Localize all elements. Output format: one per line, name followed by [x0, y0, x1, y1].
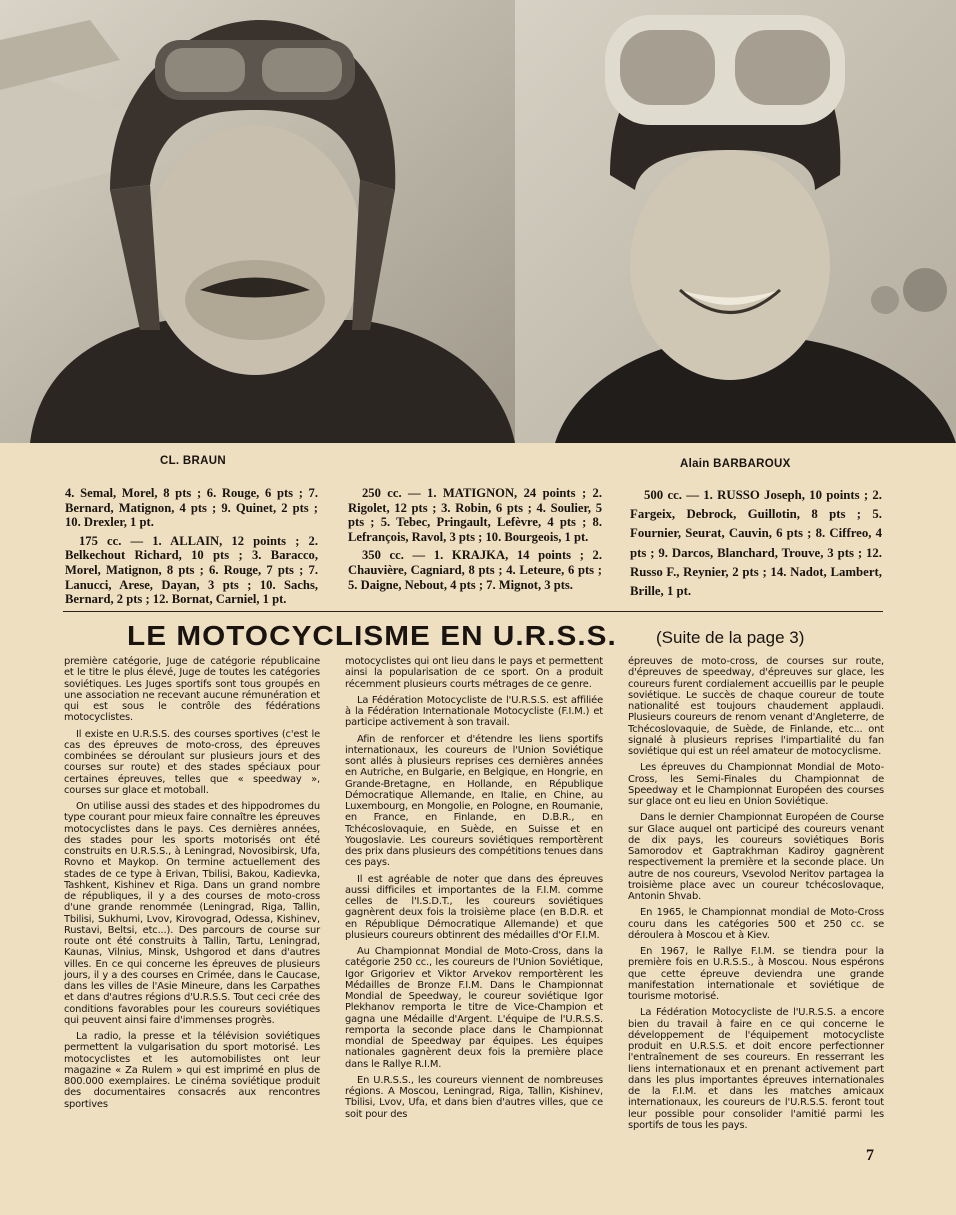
article-continued-note: (Suite de la page 3): [656, 628, 805, 647]
caption-braun: CL. BRAUN: [160, 455, 226, 467]
article-paragraph: épreuves de moto-cross, de courses sur route, d'épreuves de speedway, d'épreuves sur glace, les coureurs furent cordialement accueillis par le peuple soviétique. Le succès de chaque coureur de toute nationalité est toujours chaudement applaudi. Plusieurs coureurs de renom venant d'Angleterre, de Tchécoslovaquie, de Suède, de Finlande, etc... ont signalé à plusieurs reprises l'impartialité du fan soviétique qui est un réel amateur de motocyclisme.: [628, 656, 884, 757]
article-paragraph: Afin de renforcer et d'étendre les liens sportifs internationaux, les coureurs de l'Union Soviétique sont allés à plusieurs reprises ces dernières années en Autriche, en Bulgarie, en Belgique, en Hongrie, en Grande-Bretagne, en Hollande, en République Démocratique Allemande, en Italie, en Chine, au Luxembourg, en Mongolie, en Pologne, en Roumanie, en France, en Finlande, en D.B.R., en Tchécoslovaquie, en Suède, en Suisse et en Yougoslavie. Les coureurs soviétiques remportèrent des prix dans plusieurs des compétitions tenues dans ces pays.: [345, 733, 604, 869]
results-paragraph: 4. Semal, Morel, 8 pts ; 6. Rouge, 6 pts ; 7. Bernard, Matignon, 4 pts ; 9. Quinet, 2 pts ; 10. Drexler, 1 pt.: [65, 486, 318, 530]
results-paragraph: 175 cc. — 1. ALLAIN, 12 points ; 2. Belkechout Richard, 10 pts ; 3. Baracco, Morel, Matignon, 8 pts ; 6. Rouge, 7 pts ; 7. Lanucci, Arese, Dayan, 3 pts ; 10. Sachs, Bernard, 2 pts ; 12. Bornat, Carniel, 1 pt.: [65, 533, 318, 607]
portrait-barbaroux-image: [515, 0, 956, 443]
section-divider: [63, 611, 883, 612]
results-column-1: [65, 486, 318, 611]
article-paragraph: Les épreuves du Championnat Mondial de Moto-Cross, les Semi-Finales du Championnat de Speedway et le Championnat Européen des courses sur glace ont eu lieu en Union Soviétique.: [628, 762, 884, 807]
article-paragraph: La radio, la presse et la télévision soviétiques permettent la vulgarisation du sport motorisé. Les motocyclistes et les automobilistes ont leur magazine « Za Rulem » qui est imprimé en plus de 800.000 exemplaires. Le cinéma soviétique produit des documentaires consacrés aux rencontres sportives: [64, 1031, 320, 1110]
photo-braun: [0, 0, 515, 443]
article-paragraph: En 1965, le Championnat mondial de Moto-Cross couru dans les catégories 500 et 250 cc. se déroulera à Moscou et à Kiev.: [628, 907, 884, 941]
results-column-3: [630, 486, 882, 605]
page-number: 7: [866, 1147, 874, 1164]
article-paragraph: Dans le dernier Championnat Européen de Course sur Glace auquel ont participé des coureurs venant de dix pays, les coureurs soviétiques Boris Samorodov et Gaptrakhman Kadiroy gagnèrent respectivement la première et la seconde place. Un autre de nos coureurs, Vsevolod Neritov partagea la troisième place avec un coureur tchécoslovaque, Antonin Shvab.: [628, 812, 884, 902]
article-paragraph: La Fédération Motocycliste de l'U.R.S.S. est affiliée à la Fédération Internationale Motocycliste (F.I.M.) et participe activement à son travail.: [345, 694, 603, 729]
portrait-braun-image: [0, 0, 515, 443]
caption-barbaroux: Alain BARBAROUX: [680, 458, 791, 470]
article-paragraph: Il existe en U.R.S.S. des courses sportives (c'est le cas des épreuves de moto-cross, des épreuves combinées se déroulant sur plusieurs jours et des courses sur route) et des stades spéciaux pour certaines épreuves, telles que « speedway », courses sur glace et motoball.: [64, 728, 320, 796]
article-column-2: [345, 656, 603, 1125]
article-paragraph: On utilise aussi des stades et des hippodromes du type courant pour mieux faire connaître les épreuves motocyclistes dans le pays. Ces dernières années, des stades pour les sports motorisés ont été construits en U.R.S.S., à Leningrad, Novosibirsk, Ufa, Rovno et Maykop. On termine actuellement des stades de ce type à Erivan, Tbilisi, Bakou, Kadievka, Tashkent, Kishinev et Riga. Dans un grand nombre de républiques, il y a des courses de moto-cross d'une grande renommée (Leningrad, Riga, Tallin, Tbilisi, Sukhumi, Lvov, Kirovograd, Odessa, Kishinev, Rustavi, Beltsi, etc...). Des parcours de course sur route ont été construits à Tallin, Tartu, Leningrad, Kaunas, Vilnius, Minsk, Ushgorod et dans d'autres villes. En ce qui concerne les épreuves de plusieurs jours, il y a des courses en Crimée, dans le Caucase, dans les villes de l'Asie Mineure, dans les Carpathes et dans d'autres régions d'U.R.S.S. Tout ceci crée des conditions favorables pour les coureurs soviétiques qui peuvent ainsi faire d'immenses progrès.: [64, 801, 320, 1026]
article-paragraph: Il est agréable de noter que dans des épreuves aussi difficiles et importantes de la F.I.M. comme celles de l'I.S.D.T., les coureurs soviétiques gagnèrent deux fois la troisième place (en B.D.R. et en République Démocratique Allemande) et que plusieurs coureurs obtinrent des médailles d'Or F.I.M.: [345, 873, 603, 941]
article-paragraph: Au Championnat Mondial de Moto-Cross, dans la catégorie 250 cc., les coureurs de l'Union Soviétique, Igor Grigoriev et Viktor Arvekov remportèrent les Médailles de Bronze F.I.M. Dans le Championnat Mondial de Speedway, le coureur soviétique Igor Plekhanov remporta le titre de Vice-Champion et gagna une Médaille d'Argent. L'équipe de l'U.R.S.S. remporta la seconde place dans le Championnat mondial de Speedway par équipes. Les équipes nationales gagnèrent deux fois la première place dans le Rallye R.I.M.: [345, 946, 603, 1070]
article-column-1: [64, 656, 320, 1115]
photo-barbaroux: [515, 0, 956, 443]
results-column-2: [348, 486, 602, 596]
article-title: LE MOTOCYCLISME EN U.R.S.S.: [127, 620, 617, 651]
article-paragraph: En U.R.S.S., les coureurs viennent de nombreuses régions. A Moscou, Leningrad, Riga, Tallin, Kishinev, Tbilisi, Lvov, Ufa, et dans bien d'autres villes, que ce soit pour des: [345, 1074, 603, 1120]
results-paragraph: 500 cc. — 1. RUSSO Joseph, 10 points ; 2. Fargeix, Debrock, Guillotin, 8 pts ; 5. Fournier, Seurat, Cauvin, 6 pts ; 8. Ciffreo, 4 pts ; 9. Darcos, Blanchard, Trouve, 3 pts ; 12. Russo F., Reynier, 2 pts ; 14. Nadot, Lambert, Brille, 1 pt.: [630, 488, 882, 599]
article-paragraph: motocyclistes qui ont lieu dans le pays et permettent ainsi la popularisation de ce sport. On a produit récemment plusieurs courts métrages de ce genre.: [345, 656, 603, 690]
article-heading: [127, 620, 887, 656]
article-paragraph: La Fédération Motocycliste de l'U.R.S.S. a encore bien du travail à faire en ce qui concerne le développement de l'équipement motocycliste produit en U.R.S.S. et doit encore perfectionner l'entraînement de ses coureurs. En resserrant les liens internationaux et en prenant activement part dans les plus importantes épreuves internationales de la F.I.M. et dans les matches amicaux internationaux, les coureurs de l'U.R.S.S. feront tout leur possible pour consolider l'amitié parmi les sportifs de tous les pays.: [628, 1007, 884, 1131]
article-paragraph: première catégorie, Juge de catégorie républicaine et le titre le plus élevé, Juge de toutes les catégories soviétiques. Les Juges sportifs sont tous groupés en une association ne recevant aucune rémunération et qui est sous le contrôle des fédérations motocyclistes.: [64, 656, 320, 724]
results-paragraph: 350 cc. — 1. KRAJKA, 14 points ; 2. Chauvière, Cagniard, 8 pts ; 4. Leteure, 6 pts ; 5. Daigne, Nebout, 4 pts ; 7. Mignot, 3 pts.: [348, 548, 602, 592]
article-paragraph: En 1967, le Rallye F.I.M. se tiendra pour la première fois en U.R.S.S., à Moscou. Nous espérons que cette épreuve deviendra une grande manifestation internationale et soviétique de tourisme motorisé.: [628, 946, 884, 1002]
results-paragraph: 250 cc. — 1. MATIGNON, 24 points ; 2. Rigolet, 12 pts ; 3. Robin, 6 pts ; 4. Soulier, 5 pts ; 5. Tebec, Pringault, Lefèvre, 4 pts ; 8. Lefrançois, Ravol, 3 pts ; 10. Bourgeois, 1 pt.: [348, 486, 602, 544]
article-column-3: [628, 656, 884, 1136]
